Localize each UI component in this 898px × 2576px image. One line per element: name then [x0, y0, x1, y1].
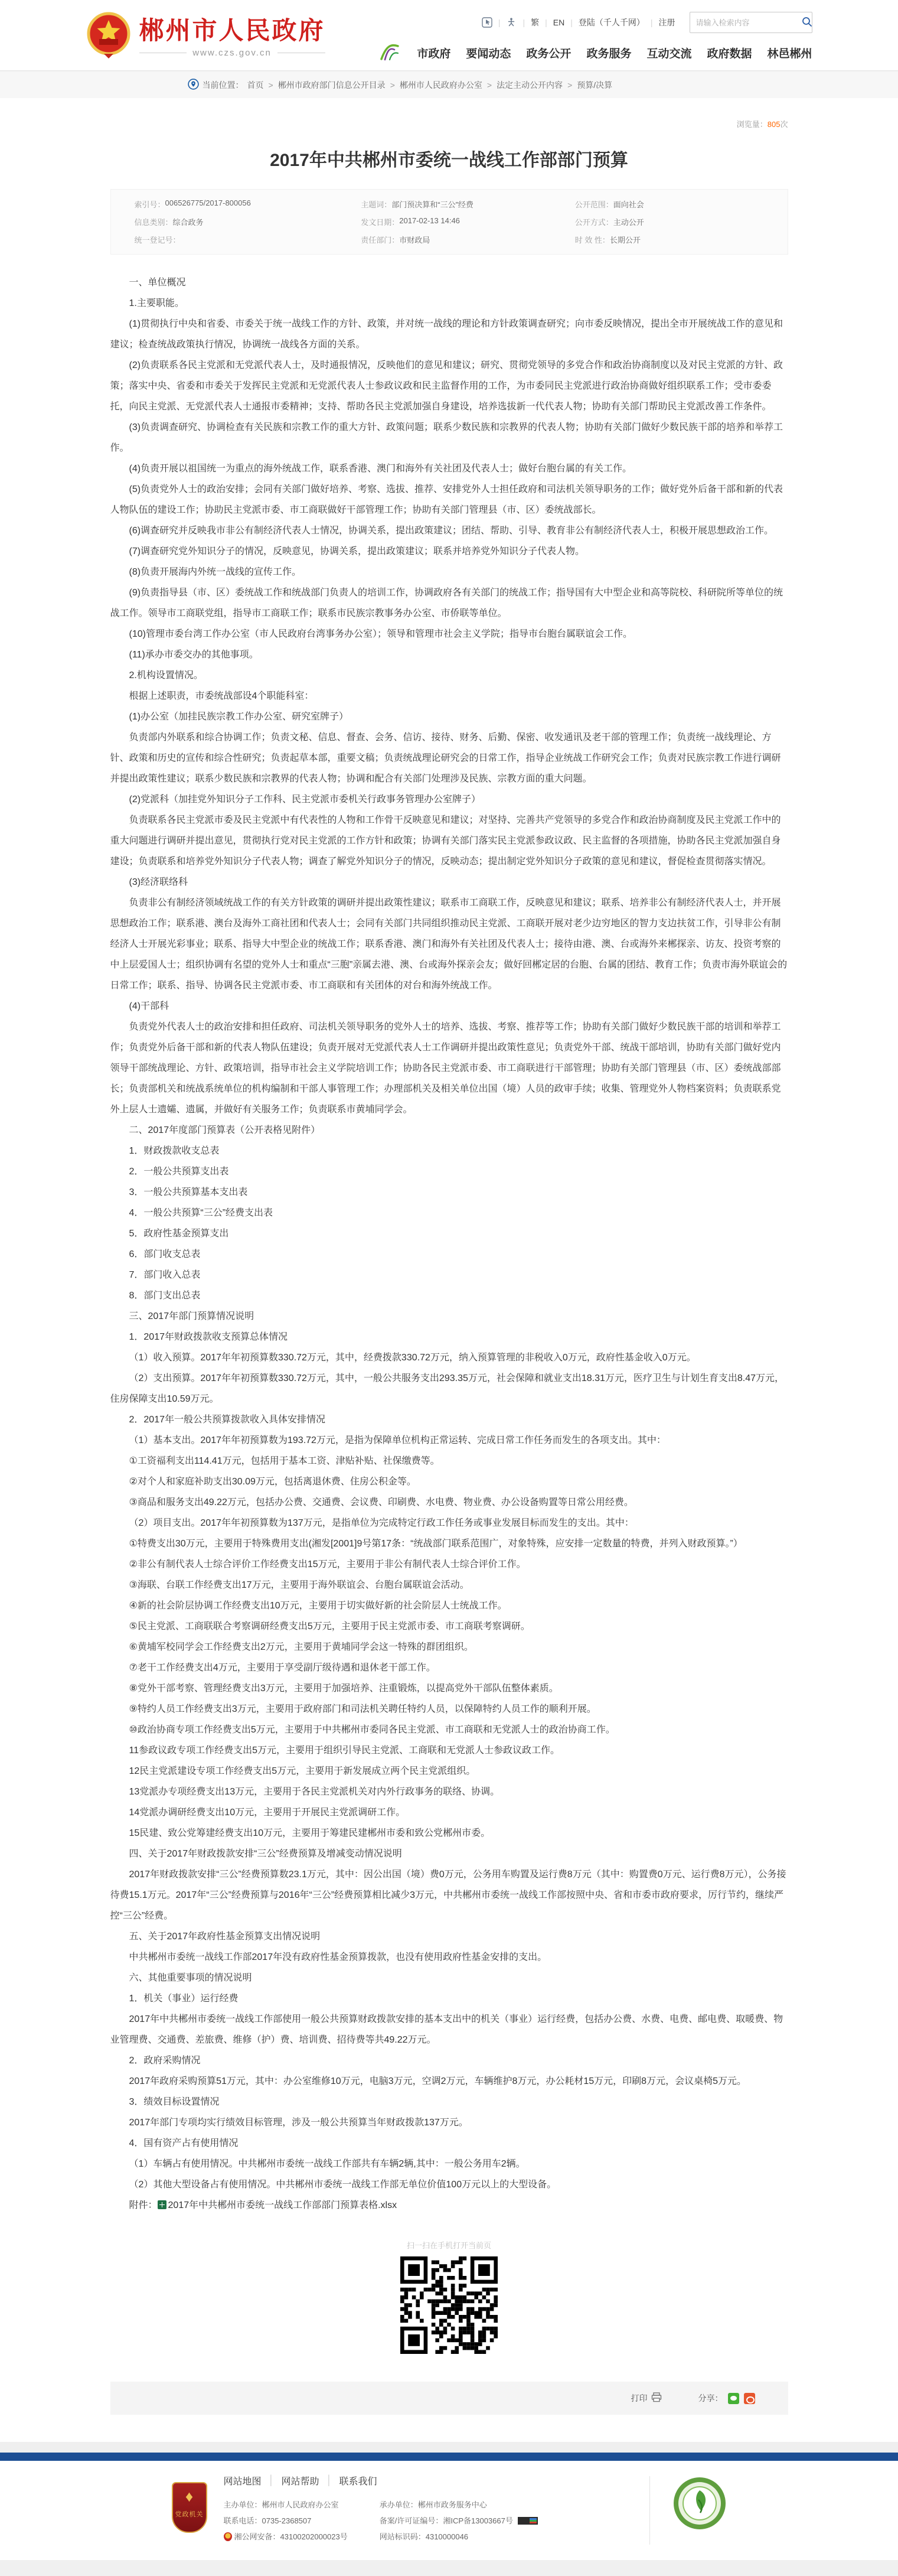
body-paragraph-64: 2．政府采购情况 — [129, 2056, 201, 2066]
body-paragraph-9: (8)负责开展海内外统一战线的宣传工作。 — [129, 567, 302, 577]
article-body — [110, 272, 788, 2195]
body-paragraph-31: 8．部门支出总表 — [129, 1291, 201, 1301]
body-paragraph-38: ①工资福利支出114.41万元，包括用于基本工资、津贴补贴、社保缴费等。 — [129, 1456, 440, 1466]
page-title: 2017年中共郴州市委统一战线工作部部门预算 — [270, 151, 628, 170]
body-paragraph-58: 2017年财政拨款安排“三公”经费预算数23.1万元，其中：因公出国（境）费0万元，公务用车购置及运行费8万元（其中：购置费0万元、运行费8万元），公务接待费15.1万元。2017年“三公”经费预算与2016年“三公”经费预算相比减少3万元，中共郴州市委统一战线工作部按照中央、省和市委市政府要求，厉行节约，继续严控“三公”经费。 — [110, 1870, 786, 1921]
breadcrumb-item-1[interactable]: 郴州市政府部门信息公开目录 — [277, 80, 386, 90]
footer-link-0[interactable]: 网站地图 — [223, 2477, 262, 2487]
breadcrumb-bar — [0, 71, 898, 98]
body-paragraph-30: 7．部门收入总表 — [129, 1270, 201, 1280]
breadcrumb-item-2[interactable]: 郴州市人民政府办公室 — [399, 80, 482, 90]
share-weibo-icon[interactable] — [744, 2393, 755, 2404]
site-footer — [0, 2461, 898, 2560]
body-paragraph-12: (11)承办市委交办的其他事项。 — [129, 650, 259, 660]
nav-item-6[interactable]: 林邑郴州 — [767, 48, 812, 60]
traditional-chinese-link[interactable]: 繁 — [531, 18, 540, 27]
attachment-link[interactable]: 2017年中共郴州市委统一战线工作部部门预算表格.xlsx — [168, 2200, 397, 2210]
body-paragraph-20: 负责非公有制经济领域统战工作的有关方针政策的调研并提出政策性建议；联系市工商联工作，反映意见和建议；联系、培养非公有制经济代表人士，并开展思想政治工作；联系港、澳台及海外工商社团和代表人士；会同有关部门共同组织推动民主党派、工商联开展对老少边穷地区的智力支边扶贫工作，引导非公有制经济人士开展光彩事业；联系、指导大中型企业的统战工作；联系香港、澳门和海外有关社团及代表人士；接待由港、澳、台或海外来郴探亲、访友、投资考察的中上层爱国人士；组织协调有名望的党外人士和重点“三胞”亲属去港、澳、台或海外探亲会友；做好回郴定居的台胞、台属的团结、教育工作；负责市海外联谊会的日常工作；联系、指导、协调各民主党派市委、市工商联和有关团体的对台和海外统战工作。 — [110, 898, 788, 991]
register-link[interactable]: 注册 — [658, 18, 675, 27]
footer-link-2[interactable]: 联系我们 — [339, 2477, 377, 2487]
breadcrumb-label: 当前位置： — [202, 80, 244, 90]
body-paragraph-23: 二、2017年度部门预算表（公开表格见附件） — [129, 1125, 321, 1135]
body-paragraph-43: ②非公有制代表人士综合评价工作经费支出15万元，主要用于非公有制代表人士综合评价工作。 — [129, 1559, 526, 1569]
utility-bar: | | 繁 | EN | 登陆（千人千网） | 注册 请输入检索内容 — [482, 12, 812, 33]
footer-info-line: 湘公网安备：43100202000023号 — [224, 2529, 348, 2545]
footer-info-line: 承办单位：郴州市政务服务中心 — [379, 2500, 487, 2509]
english-link[interactable]: EN — [553, 18, 565, 27]
body-paragraph-69: （1）车辆占有使用情况。中共郴州市委统一战线工作部共有车辆2辆,其中：一般公务用车2辆。 — [129, 2159, 525, 2169]
attachment-line: 附件： 2017年中共郴州市委统一战线工作部部门预算表格.xlsx — [129, 2200, 397, 2210]
meta-field: 统一登记号： — [134, 236, 181, 245]
body-paragraph-8: (7)调查研究党外知识分子的情况，反映意见，协调关系，提出政策建议；联系并培养党外知识分子代表人物。 — [129, 546, 585, 556]
footer-col-service — [380, 2497, 538, 2545]
site-logo[interactable] — [86, 11, 325, 64]
site-header — [0, 0, 898, 71]
body-paragraph-34: （1）收入预算。2017年年初预算数330.72万元，其中，经费拨款330.72万元，纳入预算管理的非税收入0万元，政府性基金收入0万元。 — [129, 1353, 696, 1363]
body-paragraph-10: (9)负责指导县（市、区）委统战工作和统战部门负责人的培训工作，协调政府各有关部门的统战工作；指导国有大中型企业和高等院校、科研院所等单位的统战工作。领导市工商联党组，指导市工商联工作；联系市民族宗教事务办公室、市侨联等单位。 — [110, 588, 783, 618]
nav-item-5[interactable]: 政府数据 — [707, 48, 752, 60]
crumb-separator: > — [268, 80, 273, 90]
nav-item-4[interactable]: 互动交流 — [646, 48, 692, 60]
body-paragraph-22: 负责党外代表人士的政治安排和担任政府、司法机关领导职务的党外人士的培养、选拔、考察、推荐等工作；协助有关部门做好少数民族干部的培训和举荐工作；负责党外后备干部和新的代表人物队伍建设；负责开展对无党派代表人士工作调研并提出政策性意见；负责党外干部、统战干部培训，协助有关部门做好党内领导干部统战理论、方针、政策培训，指导市社会主义学院培训工作；协助各民主党派市委、市工商联进行干部管理；协助有关部门管理县（市、区）委统战部部长；负责部机关和统战系统单位的机构编制和干部人事管理工作；办理部机关及相关单位出国（境）人员的政审手续；收集、管理党外人物档案资料；负责联系党外上层人士遗孀、遗属，并做好有关服务工作；负责联系市黄埔同学会。 — [110, 1022, 781, 1115]
footer-info-line: 联系电话：0735-2368507 — [223, 2516, 312, 2525]
body-paragraph-4: (3)负责调查研究、协调检查有关民族和宗教工作的重大方针、政策问题；联系少数民族和宗教界的代表人物；协助有关部门做好少数民族干部的培养和举荐工作。 — [110, 422, 783, 453]
body-paragraph-1: 1.主要职能。 — [129, 298, 184, 308]
footer-col-host — [224, 2497, 348, 2545]
body-paragraph-50: ⑨特约人员工作经费支出3万元，主要用于政府部门和司法机关聘任特约人员，以保障特约人员工作的顺利开展。 — [129, 1704, 596, 1714]
footer-link-separator: │ — [268, 2475, 275, 2486]
body-paragraph-55: 14党派办调研经费支出10万元，主要用于开展民主党派调研工作。 — [129, 1808, 406, 1818]
search-box — [690, 12, 812, 33]
body-paragraph-18: 负责联系各民主党派市委及民主党派中有代表性的人物和工作骨干反映意见和建议；对坚持、完善共产党领导的多党合作和政治协商制度及民主党派工作中的重大问题进行调研并提出意见，贯彻执行党对民主党派的工作方针和政策；协调有关部门落实民主党派参政议政、民主监督的各项措施，协助各民主党派加强自身建设；负责联系和培养党外知识分子代表人物；调查了解党外知识分子的情况，反映动态；提出制定党外知识分子政策的意见和建议，督促检查贯彻落实情况。 — [110, 815, 781, 867]
brand-flourish-icon — [378, 41, 401, 64]
body-paragraph-48: ⑦老干工作经费支出4万元，主要用于享受副厅级待遇和退休老干部工作。 — [129, 1663, 436, 1673]
share-label: 分享： — [698, 2393, 723, 2403]
party-government-emblem: ♦ 党政机关 — [172, 2482, 207, 2533]
footer-link-separator: │ — [326, 2475, 332, 2486]
page-bottom-band — [0, 2442, 898, 2453]
body-paragraph-3: (2)负责联系各民主党派和无党派代表人士，及时通报情况，反映他们的意见和建议；研究、贯彻党领导的多党合作和政治协商制度以及对民主党派的方针、政策；落实中央、省委和市委关于发挥民主党派和无党派代表人士参政议政和民主监督作用的工作，为市委同民主党派进行政治协商做好组织联系工作；受市委委托，向民主党派、无党派代表人士通报市委精神；支持、帮助各民主党派加强自身建设，培养选拔新一代代表人物；协助有关部门帮助民主党派改善工作条件。 — [110, 360, 783, 412]
body-paragraph-68: 4．国有资产占有使用情况 — [129, 2138, 239, 2148]
excel-file-icon — [158, 2200, 166, 2209]
view-counter: 浏览量：805次 — [736, 120, 788, 129]
body-paragraph-46: ⑤民主党派、工商联联合考察调研经费支出5万元，主要用于民主党派市委、市工商联考察调研。 — [129, 1621, 530, 1631]
footer-info-line: 备案/许可证编号：湘ICP备13003667号 — [380, 2513, 538, 2529]
body-paragraph-0: 一、单位概况 — [129, 278, 186, 288]
body-paragraph-36: 2．2017年一般公共预算拨款收入具体安排情况 — [129, 1415, 325, 1425]
body-paragraph-28: 5．政府性基金预算支出 — [129, 1229, 229, 1239]
breadcrumb-item-0[interactable]: 首页 — [247, 80, 264, 90]
search-input[interactable] — [695, 18, 801, 28]
crumb-separator: > — [567, 80, 573, 90]
site-title: 郴州市人民政府 — [139, 16, 325, 44]
footer-link-1[interactable]: 网站帮助 — [281, 2477, 319, 2487]
body-paragraph-33: 1．2017年财政拨款收支预算总体情况 — [129, 1332, 288, 1342]
body-paragraph-27: 4．一般公共预算“三公”经费支出表 — [129, 1208, 273, 1218]
body-paragraph-29: 6．部门收支总表 — [129, 1249, 201, 1259]
nav-item-2[interactable]: 政务公开 — [526, 48, 572, 60]
breadcrumb — [86, 79, 812, 92]
body-paragraph-7: (6)调查研究并反映我市非公有制经济代表人士情况，协调关系，提出政策建议；团结、帮助、引导、教育非公有制经济代表人士，积极开展思想政治工作。 — [129, 526, 774, 536]
torch-icon: ♦ — [185, 2487, 194, 2505]
body-paragraph-37: （1）基本支出。2017年年初预算数为193.72万元，是指为保障单位机构正常运转、完成日常工作任务而发生的各项支出。其中： — [129, 1435, 666, 1445]
body-paragraph-65: 2017年政府采购预算51万元，其中：办公室维修10万元，电脑3万元，空调2万元，车辆维护8万元，办公耗材15万元，印刷8万元，会议桌椅5万元。 — [129, 2076, 746, 2086]
breadcrumb-item-3[interactable]: 法定主动公开内容 — [497, 80, 563, 90]
body-paragraph-53: 12民主党派建设专项工作经费支出5万元，主要用于新发展成立两个民主党派组织。 — [129, 1766, 476, 1776]
civilized-website-emblem — [672, 2476, 727, 2533]
body-paragraph-40: ③商品和服务支出49.22万元，包括办公费、交通费、会议费、印刷费、水电费、物业费、办公设备购置等日常公用经费。 — [129, 1497, 634, 1507]
login-link[interactable]: 登陆（千人千网） — [578, 18, 645, 27]
body-paragraph-17: (2)党派科（加挂党外知识分子工作科、民主党派市委机关行政事务管理办公室牌子） — [129, 794, 481, 805]
body-paragraph-57: 四、关于2017年财政拨款安排“三公”经费预算及增减变动情况说明 — [129, 1849, 402, 1859]
body-paragraph-35: （2）支出预算。2017年年初预算数330.72万元，其中，一般公共服务支出293.35万元，社会保障和就业支出18.31万元，医疗卫生与计划生育支出8.47万元，住房保障支出10.59万元。 — [110, 1373, 785, 1404]
meta-field: 信息类别： 综合政务 — [134, 218, 204, 227]
body-paragraph-66: 3．绩效目标设置情况 — [129, 2097, 220, 2107]
meta-field: 责任部门： 市财政局 — [361, 236, 430, 245]
body-paragraph-59: 五、关于2017年政府性基金预算支出情况说明 — [129, 1932, 321, 1942]
police-badge-icon — [224, 2532, 232, 2541]
share-wechat-icon[interactable] — [728, 2393, 739, 2404]
meta-field: 公开范围： 面向社会 — [574, 200, 644, 209]
print-button[interactable]: 打印 — [631, 2392, 662, 2404]
body-paragraph-15: (1)办公室（加挂民族宗教工作办公室、研究室牌子） — [129, 712, 349, 722]
nav-item-3[interactable]: 政务服务 — [586, 48, 632, 60]
printer-icon — [651, 2392, 662, 2404]
footer-links — [224, 2474, 627, 2487]
search-icon[interactable] — [801, 16, 813, 30]
nav-item-1[interactable]: 要闻动态 — [466, 48, 511, 60]
body-paragraph-61: 六、其他重要事项的情况说明 — [129, 1973, 252, 1983]
body-paragraph-5: (4)负责开展以祖国统一为重点的海外统战工作，联系香港、澳门和海外有关社团及代表人士；做好台胞台属的有关工作。 — [129, 464, 632, 474]
body-paragraph-62: 1．机关（事业）运行经费 — [129, 1994, 239, 2004]
body-paragraph-49: ⑧党外干部考察、管理经费支出3万元，主要用于加强培养、注重锻炼，以提高党外干部队伍整体素质。 — [129, 1683, 559, 1694]
body-paragraph-56: 15民建、致公党筹建经费支出10万元，主要用于筹建民建郴州市委和致公党郴州市委。 — [129, 1828, 491, 1838]
body-paragraph-39: ②对个人和家庭补助支出30.09万元，包括离退休费、住房公积金等。 — [129, 1477, 416, 1487]
article-card — [86, 98, 813, 2442]
body-paragraph-41: （2）项目支出。2017年年初预算数为137万元，是指单位为完成特定行政工作任务或事业发展目标而发生的支出。其中： — [129, 1518, 634, 1528]
pointer-icon[interactable] — [482, 17, 492, 28]
main-nav — [378, 41, 812, 64]
body-paragraph-2: (1)贯彻执行中央和省委、市委关于统一战线工作的方针、政策，并对统一战线的理论和方针政策调查研究；向市委反映情况，提出全市开展统战工作的意见和建议；检查统战政策执行情况，协调统一战线各方面的关系。 — [110, 319, 783, 350]
footer-accent-bar — [0, 2453, 898, 2461]
body-paragraph-42: ①特费支出30万元，主要用于特殊费用支出(湘发[2001]9号第17条：“统战部门联系范围广，对象特殊，应安排一定数量的特费，并列入财政预算。”） — [129, 1539, 743, 1549]
meta-field: 索引号： 006526775/2017-800056 — [134, 198, 251, 209]
qr-code — [400, 2256, 498, 2354]
body-paragraph-6: (5)负责党外人士的政治安排；会同有关部门做好培养、考察、选拔、推荐、安排党外人士担任政府和司法机关领导职务的工作；做好党外后备干部和新的代表人物队伍的建设工作；协助民主党派市委、市工商联做好干部管理工作；协助有关部门管理县（市、区）委统战部长。 — [110, 484, 783, 515]
body-paragraph-25: 2．一般公共预算支出表 — [129, 1167, 229, 1177]
site-url: www.czs.gov.cn — [139, 48, 325, 58]
qr-section — [110, 2239, 788, 2357]
national-emblem-icon — [86, 12, 131, 63]
accessibility-icon[interactable] — [506, 17, 517, 28]
body-paragraph-24: 1．财政拨款收支总表 — [129, 1146, 220, 1156]
nav-item-0[interactable]: 市政府 — [417, 48, 451, 60]
body-paragraph-51: ⑩政治协商专项工作经费支出5万元，主要用于中共郴州市委同各民主党派、市工商联和无党派人士的政治协商工作。 — [129, 1725, 615, 1735]
body-paragraph-14: 根据上述职责，市委统战部设4个职能科室： — [129, 691, 314, 701]
breadcrumb-item-4[interactable]: 预算/决算 — [577, 80, 613, 90]
body-paragraph-32: 三、2017年部门预算情况说明 — [129, 1311, 254, 1321]
meta-field: 发文日期： 2017-02-13 14:46 — [361, 216, 460, 227]
document-meta-panel — [110, 189, 788, 255]
body-paragraph-45: ④新的社会阶层协调工作经费支出10万元，主要用于切实做好新的社会阶层人士统战工作。 — [129, 1601, 507, 1611]
location-pin-icon — [188, 79, 199, 92]
body-paragraph-52: 11参政议政专项工作经费支出5万元，主要用于组织引导民主党派、工商联和无党派人士参政议政工作。 — [129, 1745, 560, 1756]
body-paragraph-44: ③海联、台联工作经费支出17万元，主要用于海外联谊会、台胞台属联谊会活动。 — [129, 1580, 469, 1590]
footer-info-line: 网站标识码：4310000046 — [379, 2532, 469, 2541]
body-paragraph-16: 负责部内外联系和综合协调工作；负责文秘、信息、督查、会务、信访、接待、财务、后勤、保密、收发通讯及老干部的管理工作；负责统一战线理论、方针、政策和历史的宣传和综合性研究；负责起草本部，重要文稿；负责统战理论研究会的日常工作，指导企业统战工作研究会工作；负责对民族宗教工作进行调研并提出政策性建议；联系少数民族和宗教界的代表人物；协调和配合有关部门处理涉及民族、宗教方面的重大问题。 — [110, 732, 781, 784]
meta-field: 时 效 性： 长期公开 — [574, 236, 641, 245]
body-paragraph-47: ⑥黄埔军校同学会工作经费支出2万元，主要用于黄埔同学会这一特殊的群团组织。 — [129, 1642, 474, 1652]
body-paragraph-63: 2017年中共郴州市委统一战线工作部使用一般公共预算财政拨款安排的基本支出中的机关（事业）运行经费，包括办公费、水费、电费、邮电费、取暖费、物业管理费、交通费、差旅费、维修（护）费、培训费、招待费等共49.22万元。 — [110, 2014, 783, 2045]
body-paragraph-19: (3)经济联络科 — [129, 877, 188, 887]
footer-info-line: 主办单位：郴州市人民政府办公室 — [223, 2500, 339, 2509]
meta-field: 公开方式： 主动公开 — [574, 218, 644, 227]
qr-tip: 扫一扫在手机打开当前页 — [406, 2241, 491, 2250]
crumb-separator: > — [486, 80, 492, 90]
body-paragraph-21: (4)干部科 — [129, 1001, 169, 1011]
body-paragraph-54: 13党派办专项经费支出13万元，主要用于各民主党派机关对内外行政事务的联络、协调。 — [129, 1787, 500, 1797]
body-paragraph-60: 中共郴州市委统一战线工作部2017年没有政府性基金预算拨款，也没有使用政府性基金安排的支出。 — [129, 1952, 547, 1962]
meta-field: 主题词： 部门预决算和“三公”经费 — [361, 200, 474, 209]
footer-divider — [649, 2476, 650, 2545]
body-paragraph-70: （2）其他大型设备占有使用情况。中共郴州市委统一战线工作部无单位价值100万元以上的大型设备。 — [129, 2180, 557, 2190]
body-paragraph-26: 3．一般公共预算基本支出表 — [129, 1187, 248, 1197]
body-paragraph-67: 2017年部门专项均实行绩效目标管理，涉及一般公共预算当年财政拨款137万元。 — [129, 2118, 468, 2128]
body-paragraph-13: 2.机构设置情况。 — [129, 670, 203, 680]
icp-badge-icon — [518, 2517, 538, 2525]
crumb-separator: > — [390, 80, 395, 90]
action-strip — [110, 2382, 788, 2415]
body-paragraph-11: (10)管理市委台湾工作办公室（市人民政府台湾事务办公室）；领导和管理市社会主义学院；指导市台胞台属联谊会工作。 — [129, 629, 632, 639]
